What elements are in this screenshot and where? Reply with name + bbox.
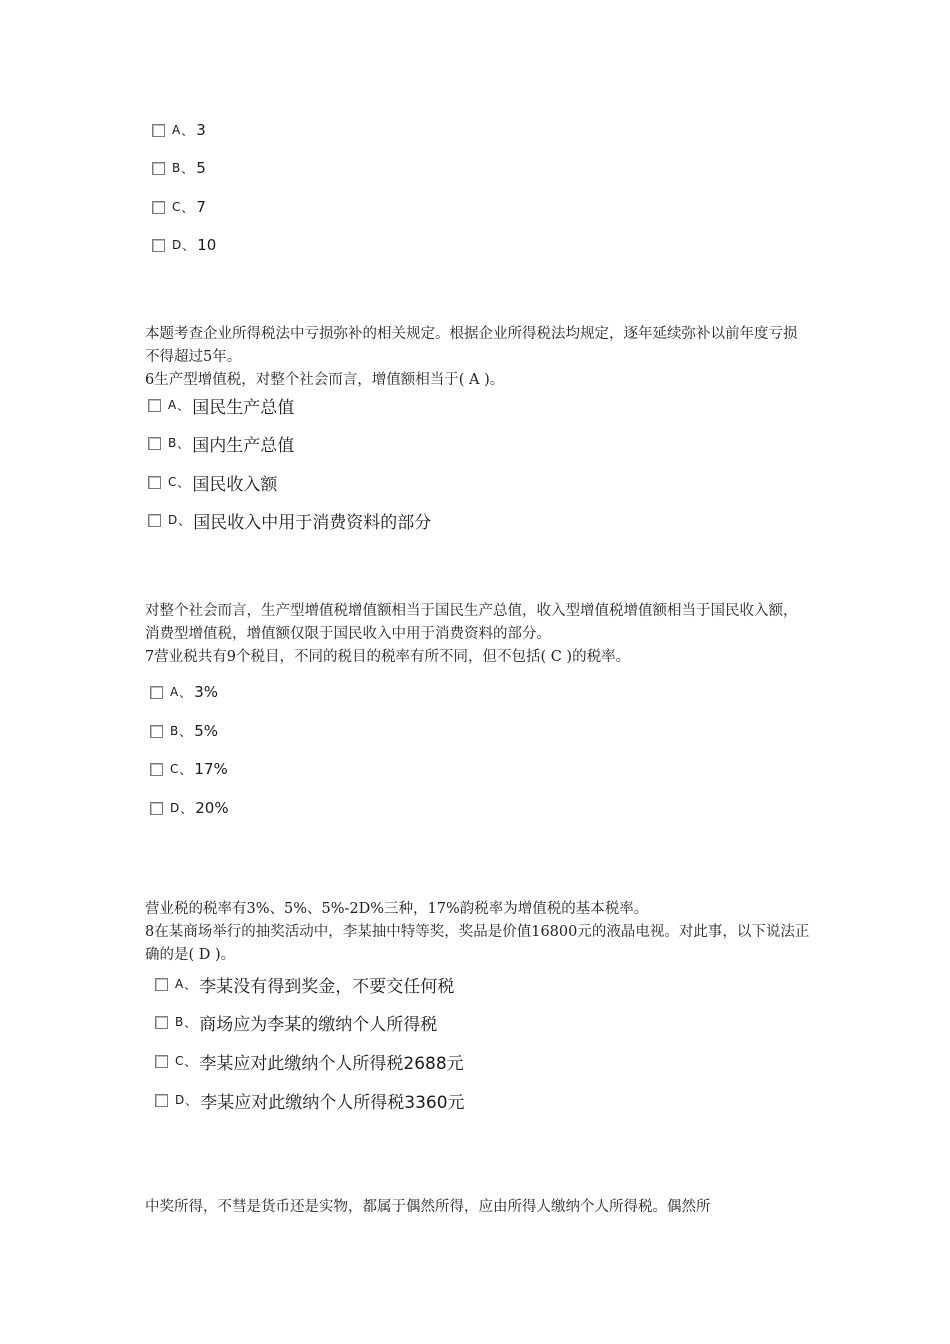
checkbox[interactable] xyxy=(150,686,163,699)
checkbox[interactable] xyxy=(152,124,165,137)
q5-explanation: 本题考查企业所得税法中亏损弥补的相关规定。根据企业所得税法均规定，逐年延续弥补以前年度亏损不得超过5年。 xyxy=(145,326,798,365)
q7-explanation: 营业税的税率有3%、5%、5%-2D%三种，17%韵税率为增值税的基本税率。 xyxy=(145,901,649,917)
q7-option-c[interactable]: C 、 17% xyxy=(150,757,228,781)
q6-option-b[interactable]: B 、 国内生产总值 xyxy=(148,431,294,455)
q7-option-a[interactable]: A 、 3% xyxy=(150,680,218,704)
q8-option-b[interactable]: B 、 商场应为李某的缴纳个人所得税 xyxy=(155,1010,437,1034)
checkbox[interactable] xyxy=(150,725,163,738)
q7-question: 7营业税共有9个税目，不同的税目的税率有所不同，但不包括( C )的税率。 xyxy=(145,649,631,665)
checkbox[interactable] xyxy=(152,201,165,214)
checkbox[interactable] xyxy=(148,476,161,489)
checkbox[interactable] xyxy=(155,978,168,991)
checkbox[interactable] xyxy=(148,514,161,527)
checkbox[interactable] xyxy=(155,1094,168,1107)
checkbox[interactable] xyxy=(150,763,163,776)
checkbox[interactable] xyxy=(152,162,165,175)
q6-option-d[interactable]: D 、 国民收入中用于消费资料的部分 xyxy=(148,508,431,532)
checkbox[interactable] xyxy=(148,437,161,450)
q6-explanation-block xyxy=(145,600,810,669)
q8-option-a[interactable]: A 、 李某没有得到奖金，不要交任何税 xyxy=(155,972,454,996)
checkbox[interactable] xyxy=(152,239,165,252)
q5-option-a[interactable]: A 、 3 xyxy=(152,118,206,142)
checkbox[interactable] xyxy=(155,1016,168,1029)
q5-option-c[interactable]: C 、 7 xyxy=(152,195,206,219)
q6-option-c[interactable]: C 、 国民收入额 xyxy=(148,470,277,494)
q8-option-d[interactable]: D 、 李某应对此缴纳个人所得税3360元 xyxy=(155,1088,465,1112)
q5-option-d[interactable]: D 、 10 xyxy=(152,233,216,257)
q7-explanation-block xyxy=(145,898,810,967)
checkbox[interactable] xyxy=(155,1055,168,1068)
checkbox[interactable] xyxy=(148,399,161,412)
q8-question: 8在某商场举行的抽奖活动中，李某抽中特等奖，奖品是价值16800元的液晶电视。对此事，以下说法正确的是( D )。 xyxy=(145,924,810,963)
q5-option-b[interactable]: B 、 5 xyxy=(152,156,206,180)
q6-question: 6生产型增值税，对整个社会而言，增值额相当于( A )。 xyxy=(145,372,505,388)
checkbox[interactable] xyxy=(150,802,163,815)
q8-option-c[interactable]: C 、 李某应对此缴纳个人所得税2688元 xyxy=(155,1049,464,1073)
q8-explanation: 中奖所得，不彗是货币还是实物，都属于偶然所得，应由所得人缴纳个人所得税。偶然所 xyxy=(145,1199,711,1215)
q8-explanation-block xyxy=(145,1196,810,1220)
q7-option-d[interactable]: D 、 20% xyxy=(150,796,229,820)
q6-option-a[interactable]: A 、 国民生产总值 xyxy=(148,393,294,417)
q7-option-b[interactable]: B 、 5% xyxy=(150,719,218,743)
q6-explanation: 对整个社会而言，生产型增值税增值额相当于国民生产总值，收入型增值税增值额相当于国民收入额，消费型增值税，增值额仅限于国民收入中用于消费资料的部分。 xyxy=(145,603,798,642)
q5-explanation-block xyxy=(145,323,810,392)
